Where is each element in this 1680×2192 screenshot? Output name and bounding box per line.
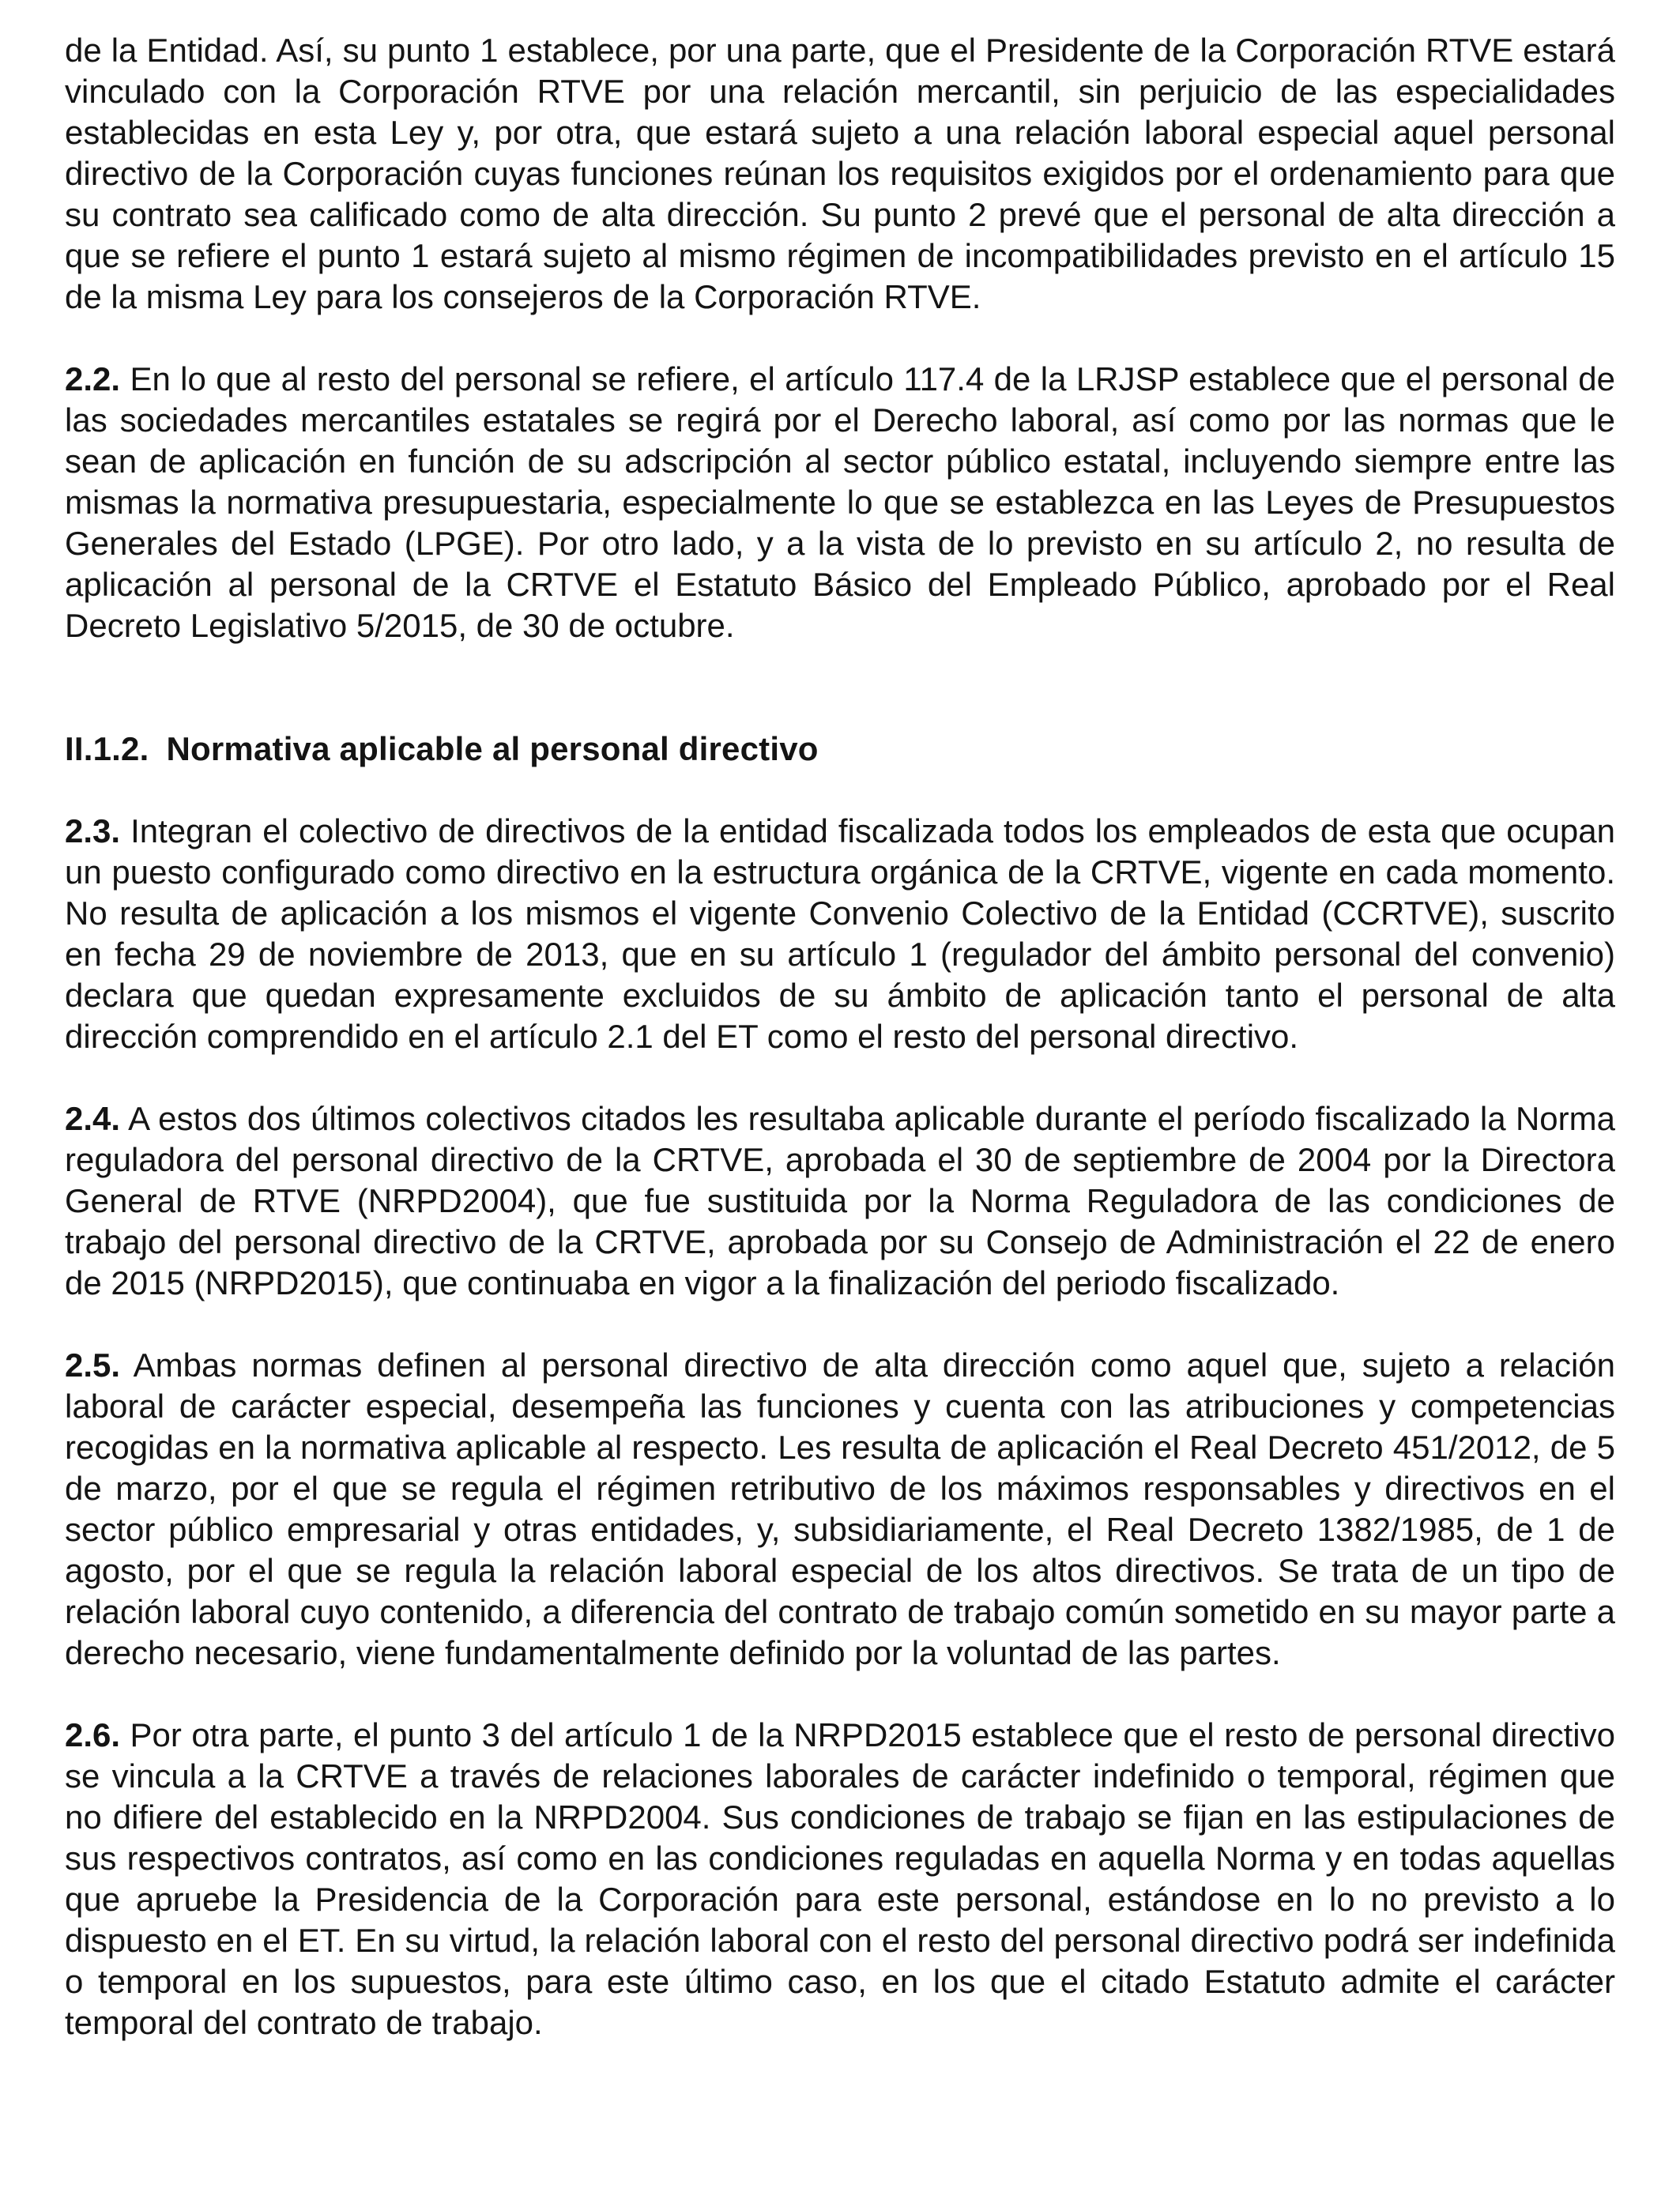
paragraph-spacer — [65, 687, 1615, 729]
section-heading — [65, 729, 1615, 770]
paragraph-number: 2.6. — [65, 1716, 121, 1753]
paragraph-text: Por otra parte, el punto 3 del artículo 1 de la NRPD2015 establece que el resto de personal directivo se vincula a la CRTVE a través de relaciones laborales de carácter indefinido o temporal, régimen que no difiere del establecido en la NRPD2004. Sus condiciones de trabajo se fijan en las estipulaciones de sus respectivos contratos, así como en las condiciones reguladas en aquella Norma y en todas aquellas que apruebe la Presidencia de la Corporación para este personal, estándose en lo no previsto a lo dispuesto en el ET. En su virtud, la relación laboral con el resto del personal directivo podrá ser indefinida o temporal en los supuestos, para este último caso, en los que el citado Estatuto admite el carácter temporal del contrato de trabajo. — [65, 1716, 1616, 2041]
paragraph-text: de la Entidad. Así, su punto 1 establece, por una parte, que el Presidente de la Corporación RTVE estará vinculado con la Corporación RTVE por una relación mercantil, sin perjuicio de las especialidades establecidas en esta Ley y, por otra, que estará sujeto a una relación laboral especial aquel personal directivo de la Corporación cuyas funciones reúnan los requisitos exigidos por el ordenamiento para que su contrato sea calificado como de alta dirección. Su punto 2 prevé que el personal de alta dirección a que se refiere el punto 1 estará sujeto al mismo régimen de incompatibilidades previsto en el artículo 15 de la misma Ley para los consejeros de la Corporación RTVE. — [65, 32, 1615, 315]
paragraph-2-3 — [65, 811, 1615, 1057]
paragraph-spacer — [65, 646, 1615, 687]
paragraph-text: En lo que al resto del personal se refiere, el artículo 117.4 de la LRJSP establece que el personal de las sociedades mercantiles estatales se regirá por el Derecho laboral, así como por las normas que le sean de aplicación en función de su adscripción al sector público estatal, incluyendo siempre entre las mismas la normativa presupuestaria, especialmente lo que se establezca en las Leyes de Presupuestos Generales del Estado (LPGE). Por otro lado, y a la vista de lo previsto en su artículo 2, no resulta de aplicación al personal de la CRTVE el Estatuto Básico del Empleado Público, aprobado por el Real Decreto Legislativo 5/2015, de 30 de octubre. — [65, 360, 1616, 644]
paragraph-number: 2.2. — [65, 360, 121, 397]
paragraph-2-6 — [65, 1715, 1615, 2043]
paragraph-spacer — [65, 1304, 1615, 1345]
paragraph-2-2 — [65, 359, 1615, 646]
paragraph-number: 2.5. — [65, 1346, 121, 1384]
section-title: Normativa aplicable al personal directivo — [166, 730, 819, 767]
paragraph-2-5 — [65, 1345, 1615, 1674]
paragraph-spacer — [65, 770, 1615, 811]
paragraph-text: A estos dos últimos colectivos citados les resultaba aplicable durante el período fiscalizado la Norma reguladora del personal directivo de la CRTVE, aprobada el 30 de septiembre de 2004 por la Directora General de RTVE (NRPD2004), que fue sustituida por la Norma Reguladora de las condiciones de trabajo del personal directivo de la CRTVE, aprobada por su Consejo de Administración el 22 de enero de 2015 (NRPD2015), que continuaba en vigor a la finalización del periodo fiscalizado. — [65, 1100, 1615, 1301]
section-number: II.1.2. — [65, 730, 149, 767]
paragraph-number: 2.3. — [65, 812, 121, 849]
paragraph-continuation — [65, 30, 1615, 318]
paragraph-spacer — [65, 1674, 1615, 1715]
paragraph-spacer — [65, 1057, 1615, 1098]
paragraph-2-4 — [65, 1098, 1615, 1304]
paragraph-number: 2.4. — [65, 1100, 121, 1137]
paragraph-text: Integran el colectivo de directivos de la entidad fiscalizada todos los empleados de esta que ocupan un puesto configurado como directivo en la estructura orgánica de la CRTVE, vigente en cada momento. No resulta de aplicación a los mismos el vigente Convenio Colectivo de la Entidad (CCRTVE), suscrito en fecha 29 de noviembre de 2013, que en su artículo 1 (regulador del ámbito personal del convenio) declara que quedan expresamente excluidos de su ámbito de aplicación tanto el personal de alta dirección comprendido en el artículo 2.1 del ET como el resto del personal directivo. — [65, 812, 1615, 1055]
document-page — [65, 30, 1615, 2043]
paragraph-spacer — [65, 318, 1615, 359]
paragraph-text: Ambas normas definen al personal directivo de alta dirección como aquel que, sujeto a relación laboral de carácter especial, desempeña las funciones y cuenta con las atribuciones y competencias recogidas en la normativa aplicable al respecto. Les resulta de aplicación el Real Decreto 451/2012, de 5 de marzo, por el que se regula el régimen retributivo de los máximos responsables y directivos en el sector público empresarial y otras entidades, y, subsidiariamente, el Real Decreto 1382/1985, de 1 de agosto, por el que se regula la relación laboral especial de los altos directivos. Se trata de un tipo de relación laboral cuyo contenido, a diferencia del contrato de trabajo común sometido en su mayor parte a derecho necesario, viene fundamentalmente definido por la voluntad de las partes. — [65, 1346, 1616, 1671]
